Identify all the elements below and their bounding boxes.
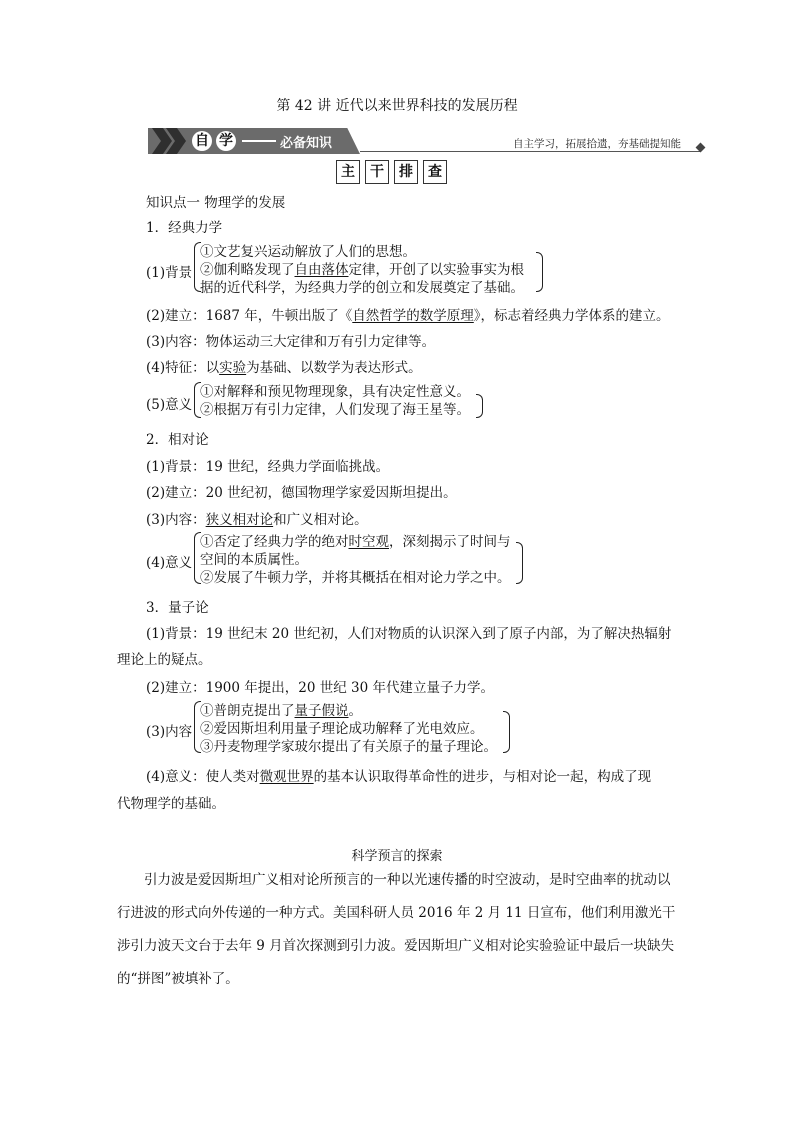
brace-right (536, 252, 543, 292)
tab-char: 干 (365, 160, 389, 184)
underlined-term: 自由落体 (294, 262, 349, 278)
story-title: 科学预言的探索 (351, 849, 443, 864)
sub-heading-classical: 1．经典力学 (146, 220, 223, 236)
q-content-label: (3)内容 (146, 724, 193, 740)
q-bg-line-1: (1)背景：19 世纪末 20 世纪初，人们对物质的认识深入到了原子内部，为了解决热辐射 (146, 626, 672, 642)
text: (4)意义：使人类对 (146, 769, 260, 785)
rel-sig-line-1 (200, 530, 511, 550)
banner-right-text: 自主学习，拓展拾遗，夯基础提知能 (513, 138, 681, 150)
banner-dash (242, 140, 276, 142)
banner-subtitle: 必备知识 (280, 136, 333, 151)
rel-sig-line-3: ②发展了牛顿力学，并将其概括在相对论力学之中。 (200, 570, 511, 586)
underlined-term: 量子假说 (294, 703, 349, 719)
text: 》，标志着经典力学体系的建立。 (473, 308, 670, 324)
banner-char-1: 自 (192, 131, 212, 151)
underlined-term: 时空观 (348, 534, 389, 550)
bg-line-3: 据的近代科学，为经典力学的创立和发展奠定了基础。 (200, 280, 524, 296)
rel-content (146, 508, 368, 528)
label-background: (1)背景 (146, 265, 193, 281)
text: 。 (348, 703, 362, 719)
banner-char-2: 学 (216, 131, 236, 151)
brace-right (516, 542, 523, 584)
q-content-line-3: ③丹麦物理学家玻尔提出了有关原子的量子理论。 (200, 739, 497, 755)
section-banner (148, 128, 706, 154)
rel-sig-label: (4)意义 (146, 555, 193, 571)
text: 定律，开创了以实验事实为根 (348, 262, 524, 278)
text: (2)建立：1687 年，牛顿出版了《 (146, 308, 353, 324)
sig-line-1: ①对解释和预见物理现象，具有决定性意义。 (200, 384, 470, 400)
text: 和广义相对论。 (273, 512, 368, 528)
q-establish: (2)建立：1900 年提出，20 世纪 30 年代建立量子力学。 (146, 680, 495, 696)
q-sig-line-1 (146, 765, 651, 785)
text: (4)特征：以 (146, 360, 220, 376)
banner-divider (360, 151, 700, 152)
tab-char: 排 (394, 160, 418, 184)
brace-right (503, 711, 510, 753)
tab-char: 查 (423, 160, 447, 184)
q-content-line-2: ②爱因斯坦利用量子理论成功解释了光电效应。 (200, 721, 484, 737)
content-line: (3)内容：物体运动三大定律和万有引力定律等。 (146, 334, 436, 350)
rel-background: (1)背景：19 世纪，经典力学面临挑战。 (146, 459, 390, 475)
q-sig-line-2: 代物理学的基础。 (117, 796, 225, 812)
underlined-term: 实验 (219, 360, 247, 376)
underlined-term: 自然哲学的数学原理 (352, 308, 474, 324)
tab-char: 主 (336, 160, 360, 184)
sub-heading-quantum: 3．量子论 (146, 600, 209, 616)
rel-establish: (2)建立：20 世纪初，德国物理学家爱因斯坦提出。 (146, 485, 457, 501)
section-tabs (336, 160, 452, 184)
knowledge-heading: 知识点一 物理学的发展 (146, 195, 286, 211)
feature-line (146, 356, 422, 376)
text: ②伽利略发现了 (200, 262, 295, 278)
bg-line-2 (200, 258, 524, 278)
q-bg-line-2: 理论上的疑点。 (117, 652, 212, 668)
sub-heading-relativity: 2．相对论 (146, 432, 209, 448)
story-paragraph: 引力波是爱因斯坦广义相对论所预言的一种以光速传播的时空波动，是时空曲率的扰动以行进波的形式向外传递的一种方式。美国科研人员 2016 年 2 月 11 日宣布，他们利用激光干涉引力波天文台于去年 9 月首次探测到引力波。爱因斯坦广义相对论实验验证中最后一块缺失的“拼图”被填补了。 (117, 872, 676, 987)
brace-right (476, 394, 483, 418)
text: ①否定了经典力学的绝对 (200, 534, 349, 550)
page-title: 第 42 讲 近代以来世界科技的发展历程 (276, 98, 518, 114)
label-significance: (5)意义 (146, 397, 193, 413)
establish-line (146, 304, 670, 324)
text: (3)内容： (146, 512, 206, 528)
underlined-term: 微观世界 (259, 769, 314, 785)
text: 为基础、以数学为表达形式。 (246, 360, 422, 376)
text: ①普朗克提出了 (200, 703, 295, 719)
rel-sig-line-2: 空间的本质属性。 (200, 552, 308, 568)
underlined-term: 狭义相对论 (205, 512, 274, 528)
text: 的基本认识取得革命性的进步，与相对论一起，构成了现 (313, 769, 652, 785)
sig-line-2: ②根据万有引力定律，人们发现了海王星等。 (200, 402, 470, 418)
bg-line-1: ①文艺复兴运动解放了人们的思想。 (200, 244, 416, 260)
text: ，深刻揭示了时间与 (389, 534, 511, 550)
q-content-line-1 (200, 699, 362, 719)
